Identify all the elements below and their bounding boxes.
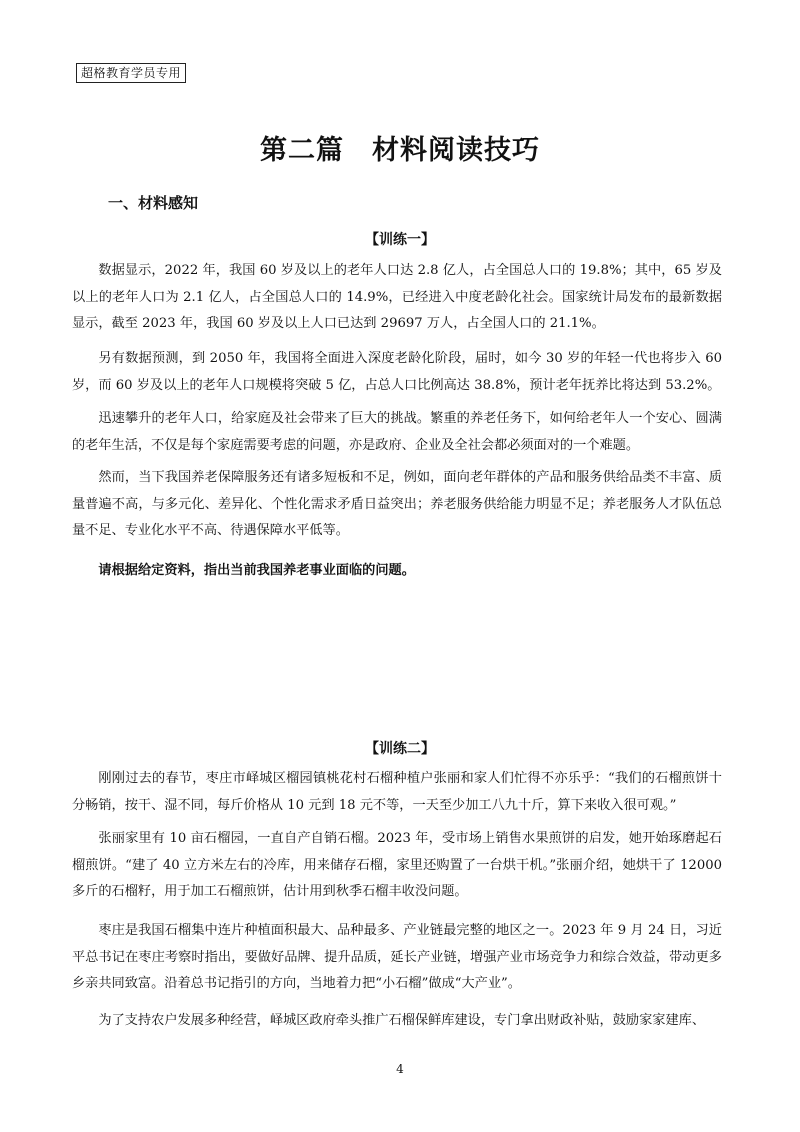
training-one-paragraph: 另有数据预测，到 2050 年，我国将全面进入深度老龄化阶段，届时，如今 30 岁的年轻一代也将步入 60 岁，而 60 岁及以上的老年人口规模将突破 5 亿，占总人口比例高达 38.8%，预计老年抚养比将达到 53.2%。: [72, 351, 722, 393]
training-two-paragraph: 为了支持农户发展多种经营，峄城区政府牵头推广石榴保鲜库建设，专门拿出财政补贴，鼓励家家建库、: [98, 1013, 706, 1028]
section-heading: 一、材料感知: [108, 194, 199, 212]
training-two-paragraph: 枣庄是我国石榴集中连片种植面积最大、品种最多、产业链最完整的地区之一。2023 年 9 月 24 日，习近平总书记在枣庄考察时指出，要做好品牌、提升品质，延长产业链，增强产业市场竞争力和综合效益，带动更多乡亲共同致富。沿着总书记指引的方向，当地着力把“小石榴”做成“大产业”。: [72, 923, 722, 991]
page-title: 第二篇 材料阅读技巧: [260, 135, 540, 166]
training-two-label: 【训练二】: [365, 741, 435, 757]
training-one-paragraph: 迅速攀升的老年人口，给家庭及社会带来了巨大的挑战。繁重的养老任务下，如何给老年人一个安心、圆满的老年生活，不仅是每个家庭需要考虑的问题，亦是政府、企业及全社会都必须面对的一个难题。: [72, 411, 722, 453]
training-two-paragraph: 刚刚过去的春节，枣庄市峄城区榴园镇桃花村石榴种植户张丽和家人们忙得不亦乐乎：“我们的石榴煎饼十分畅销，按干、湿不同，每斤价格从 10 元到 18 元不等，一天至少加工八九十斤，算下来收入很可观。”: [72, 771, 722, 813]
training-one-paragraph: 数据显示，2022 年，我国 60 岁及以上的老年人口达 2.8 亿人，占全国总人口的 19.8%；其中，65 岁及以上的老年人口为 2.1 亿人，占全国总人口的 14.9%，已经进入中度老龄化社会。国家统计局发布的最新数据显示，截至 2023 年，我国 60 岁及以上人口已达到 29697 万人，占全国人口的 21.1%。: [72, 263, 722, 331]
student-only-stamp: 超格教育学员专用: [76, 63, 186, 83]
training-one-paragraph: 然而，当下我国养老保障服务还有诸多短板和不足，例如，面向老年群体的产品和服务供给品类不丰富、质量普遍不高，与多元化、差异化、个性化需求矛盾日益突出；养老服务供给能力明显不足；养老服务人才队伍总量不足、专业化水平不高、待遇保障水平低等。: [72, 470, 722, 538]
training-one-question: 请根据给定资料，指出当前我国养老事业面临的问题。: [98, 563, 415, 578]
training-one-label: 【训练一】: [365, 232, 435, 248]
training-two-paragraph: 张丽家里有 10 亩石榴园，一直自产自销石榴。2023 年，受市场上销售水果煎饼的启发，她开始琢磨起石榴煎饼。“建了 40 立方米左右的冷库，用来储存石榴，家里还购置了一台烘干机。”张丽介绍，她烘干了 12000 多斤的石榴籽，用于加工石榴煎饼，估计用到秋季石榴丰收没问题。: [72, 831, 722, 899]
page-number: 4: [396, 1062, 404, 1076]
